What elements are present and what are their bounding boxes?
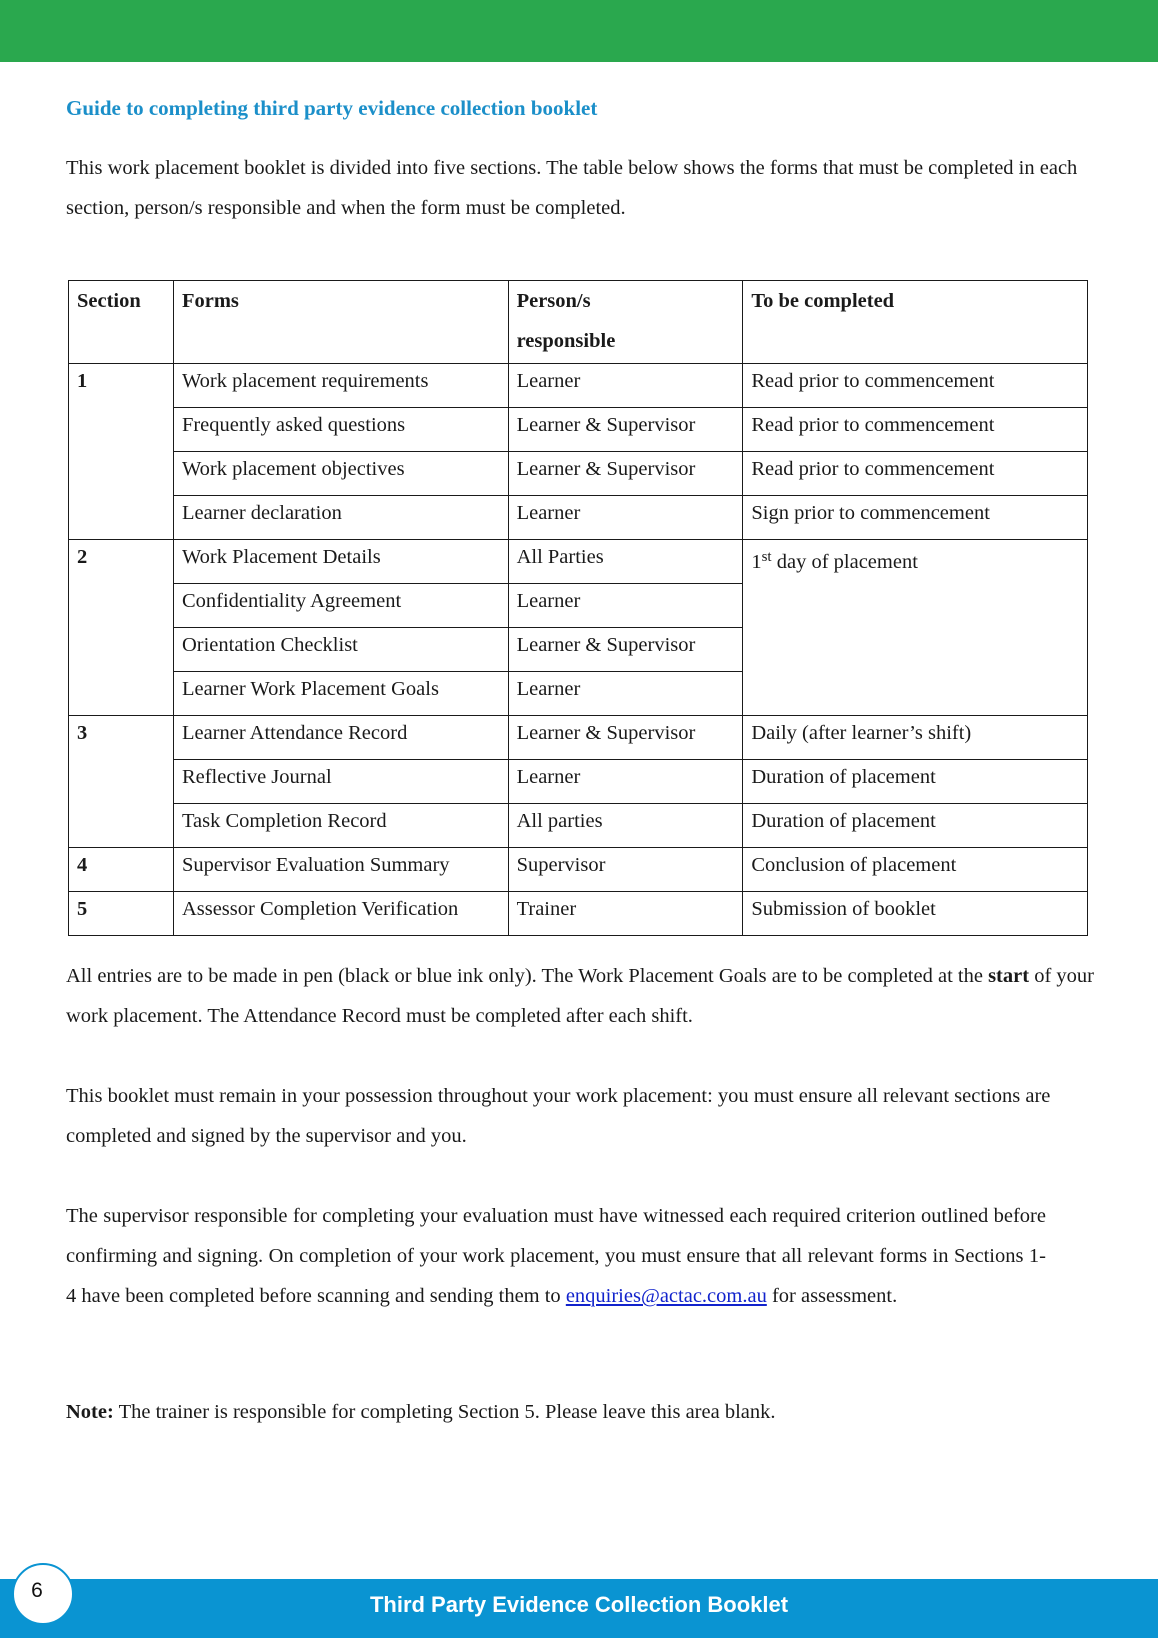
- section-number: 5: [69, 892, 174, 936]
- table-row: [69, 848, 1088, 892]
- completion-time: Submission of booklet: [743, 892, 1088, 936]
- completion-time: Duration of placement: [743, 760, 1088, 804]
- top-banner: [0, 0, 1158, 62]
- section-number: 1: [69, 364, 174, 540]
- person-responsible: Learner: [508, 672, 743, 716]
- table-row: [69, 408, 1088, 452]
- footer-bar: [0, 1579, 1158, 1638]
- header-person: [508, 281, 743, 364]
- table-row: [69, 540, 1088, 584]
- table-row: [69, 364, 1088, 408]
- note-paragraph: [66, 1392, 1096, 1432]
- person-responsible: Learner: [508, 496, 743, 540]
- supervisor-text-before: The supervisor responsible for completing your evaluation must have witnessed each required criterion outlined before confirming and signing. On completion of your work placement, you must ensure that all relevant forms in Sections 1-4 have been completed before scanning and sending them to: [66, 1205, 1046, 1307]
- person-responsible: Learner & Supervisor: [508, 452, 743, 496]
- person-responsible: Supervisor: [508, 848, 743, 892]
- intro-paragraph: This work placement booklet is divided into five sections. The table below shows the forms that must be completed in each section, person/s responsible and when the form must be completed.: [66, 157, 1078, 219]
- form-name: Learner declaration: [173, 496, 508, 540]
- enquiries-email-link[interactable]: enquiries@actac.com.au: [565, 1285, 767, 1307]
- possession-paragraph: This booklet must remain in your possession throughout your work placement: you must ensure all relevant sections are completed and signed by the supervisor and you.: [66, 1085, 1051, 1147]
- person-responsible: Learner: [508, 364, 743, 408]
- forms-table: [68, 280, 1088, 936]
- form-name: Reflective Journal: [173, 760, 508, 804]
- page-heading: Guide to completing third party evidence collection booklet: [66, 96, 598, 120]
- header-person-line1: Person/s: [516, 290, 591, 312]
- table-header-row: [69, 281, 1088, 364]
- form-name: Frequently asked questions: [173, 408, 508, 452]
- header-person-line2: responsible: [516, 330, 616, 352]
- completion-time: Read prior to commencement: [743, 408, 1088, 452]
- person-responsible: Learner: [508, 760, 743, 804]
- page-number-badge: [12, 1563, 74, 1625]
- completion-time: Daily (after learner’s shift): [743, 716, 1088, 760]
- supervisor-paragraph: [66, 1196, 1046, 1316]
- header-forms: Forms: [173, 281, 508, 364]
- form-name: Learner Attendance Record: [173, 716, 508, 760]
- completion-time: Sign prior to commencement: [743, 496, 1088, 540]
- table-row: [69, 804, 1088, 848]
- person-responsible: All parties: [508, 804, 743, 848]
- completion-day-number: 1: [751, 551, 762, 573]
- person-responsible: Learner & Supervisor: [508, 628, 743, 672]
- table-row: [69, 760, 1088, 804]
- completion-time: Conclusion of placement: [743, 848, 1088, 892]
- completion-time: Duration of placement: [743, 804, 1088, 848]
- pen-text-before: All entries are to be made in pen (black or blue ink only). The Work Placement Goals are to be completed at the: [66, 965, 989, 987]
- header-section: Section: [69, 281, 174, 364]
- form-name: Confidentiality Agreement: [173, 584, 508, 628]
- note-label: Note:: [66, 1401, 114, 1423]
- completion-time: [743, 540, 1088, 716]
- person-responsible: Learner & Supervisor: [508, 408, 743, 452]
- person-responsible: Learner: [508, 584, 743, 628]
- note-text: The trainer is responsible for completing Section 5. Please leave this area blank.: [113, 1401, 776, 1423]
- section-number: 2: [69, 540, 174, 716]
- form-name: Assessor Completion Verification: [173, 892, 508, 936]
- table-row: [69, 452, 1088, 496]
- supervisor-text-after: for assessment.: [766, 1285, 898, 1307]
- form-name: Learner Work Placement Goals: [173, 672, 508, 716]
- form-name: Supervisor Evaluation Summary: [173, 848, 508, 892]
- pen-instructions-paragraph: [66, 956, 1096, 1036]
- table-row: [69, 496, 1088, 540]
- table-row: [69, 716, 1088, 760]
- footer-title: Third Party Evidence Collection Booklet: [369, 1592, 789, 1617]
- person-responsible: Trainer: [508, 892, 743, 936]
- form-name: Work Placement Details: [173, 540, 508, 584]
- pen-text-after: of your work placement. The Attendance Record must be completed after each shift.: [66, 965, 1094, 1027]
- person-responsible: All Parties: [508, 540, 743, 584]
- page-number: 6: [31, 1579, 43, 1602]
- section-number: 4: [69, 848, 174, 892]
- form-name: Task Completion Record: [173, 804, 508, 848]
- form-name: Work placement requirements: [173, 364, 508, 408]
- form-name: Work placement objectives: [173, 452, 508, 496]
- completion-time: Read prior to commencement: [743, 364, 1088, 408]
- completion-time: Read prior to commencement: [743, 452, 1088, 496]
- completion-day-text: day of placement: [771, 551, 918, 573]
- table-row: [69, 892, 1088, 936]
- pen-text-bold: start: [988, 965, 1030, 987]
- completion-day-ordinal: st: [761, 549, 772, 565]
- section-number: 3: [69, 716, 174, 848]
- person-responsible: Learner & Supervisor: [508, 716, 743, 760]
- header-when: To be completed: [743, 281, 1088, 364]
- form-name: Orientation Checklist: [173, 628, 508, 672]
